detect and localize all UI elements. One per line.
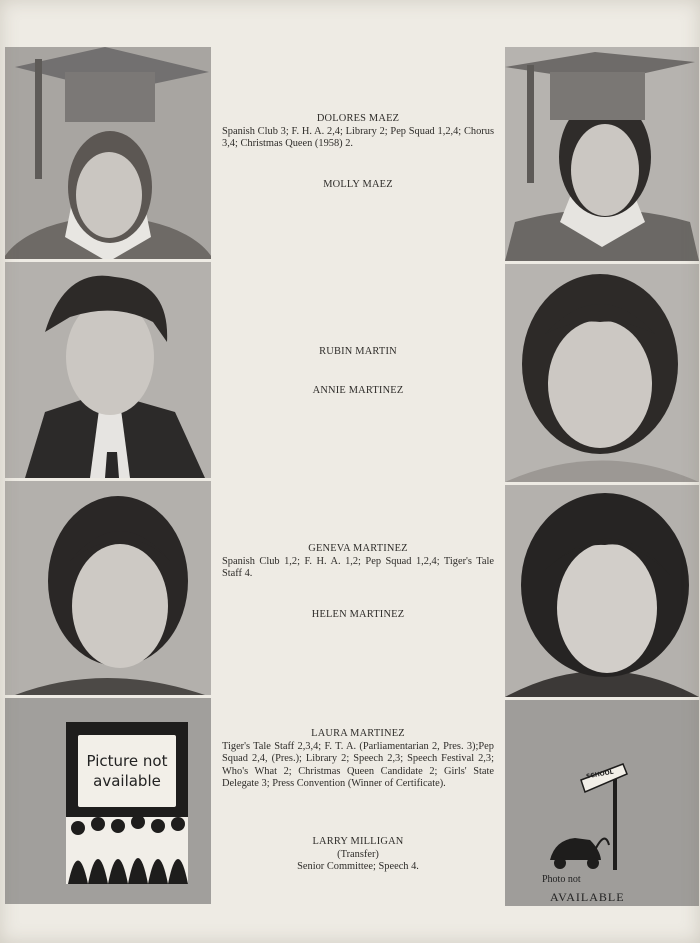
student-name: ANNIE MARTINEZ bbox=[312, 385, 404, 396]
picture-not-available-label: Picture not available bbox=[78, 735, 176, 807]
photo-dolores-maez bbox=[5, 47, 211, 259]
student-name: LARRY MILLIGAN bbox=[312, 836, 404, 847]
photo-geneva-martinez bbox=[5, 481, 211, 695]
entry-annie-martinez bbox=[222, 385, 494, 398]
student-name: LAURA MARTINEZ bbox=[311, 728, 405, 739]
student-activities: Spanish Club 3; F. H. A. 2,4; Library 2; Pep Squad 1,2,4; Chorus 3,4; Christmas Queen (1958) 2. bbox=[222, 125, 494, 150]
photo-rubin-martin bbox=[5, 262, 211, 478]
student-name: DOLORES MAEZ bbox=[316, 113, 400, 124]
student-name: HELEN MARTINEZ bbox=[311, 609, 405, 620]
entry-larry-milligan bbox=[222, 836, 494, 874]
student-name: RUBIN MARTIN bbox=[319, 346, 397, 357]
photo-larry-milligan-placeholder bbox=[505, 700, 699, 906]
student-name: MOLLY MAEZ bbox=[323, 179, 393, 190]
entry-rubin-martin bbox=[222, 346, 494, 359]
school-sign-text: SCHOOL bbox=[585, 768, 615, 781]
photo-molly-maez bbox=[505, 47, 699, 261]
student-activities: Senior Committee; Speech 4. bbox=[297, 861, 419, 873]
available-label: AVAILABLE bbox=[550, 890, 625, 904]
photo-not-label: Photo not bbox=[542, 874, 581, 885]
photo-annie-martinez bbox=[505, 264, 699, 482]
student-name: GENEVA MARTINEZ bbox=[308, 543, 408, 554]
student-activities: Spanish Club 1,2; F. H. A. 1,2; Pep Squad 1,2,4; Tiger's Tale Staff 4. bbox=[222, 555, 494, 580]
entry-laura-martinez bbox=[222, 728, 494, 791]
entry-molly-maez bbox=[222, 179, 494, 192]
entry-geneva-martinez bbox=[222, 543, 494, 581]
entry-dolores-maez bbox=[222, 113, 494, 151]
student-note: (Transfer) bbox=[337, 848, 379, 860]
entry-helen-martinez bbox=[222, 609, 494, 622]
student-activities: Tiger's Tale Staff 2,3,4; F. T. A. (Parliamentarian 2, Pres. 3);Pep Squad 2,4, (Pres.); Library 2; Speech 2,3; Speech Festival 2,3; Who's What 2; Christmas Queen Candidate 2; Girls' State Delegate 3; Press Convention (Winner of Certificate). bbox=[222, 740, 494, 790]
photo-helen-martinez bbox=[505, 485, 699, 697]
